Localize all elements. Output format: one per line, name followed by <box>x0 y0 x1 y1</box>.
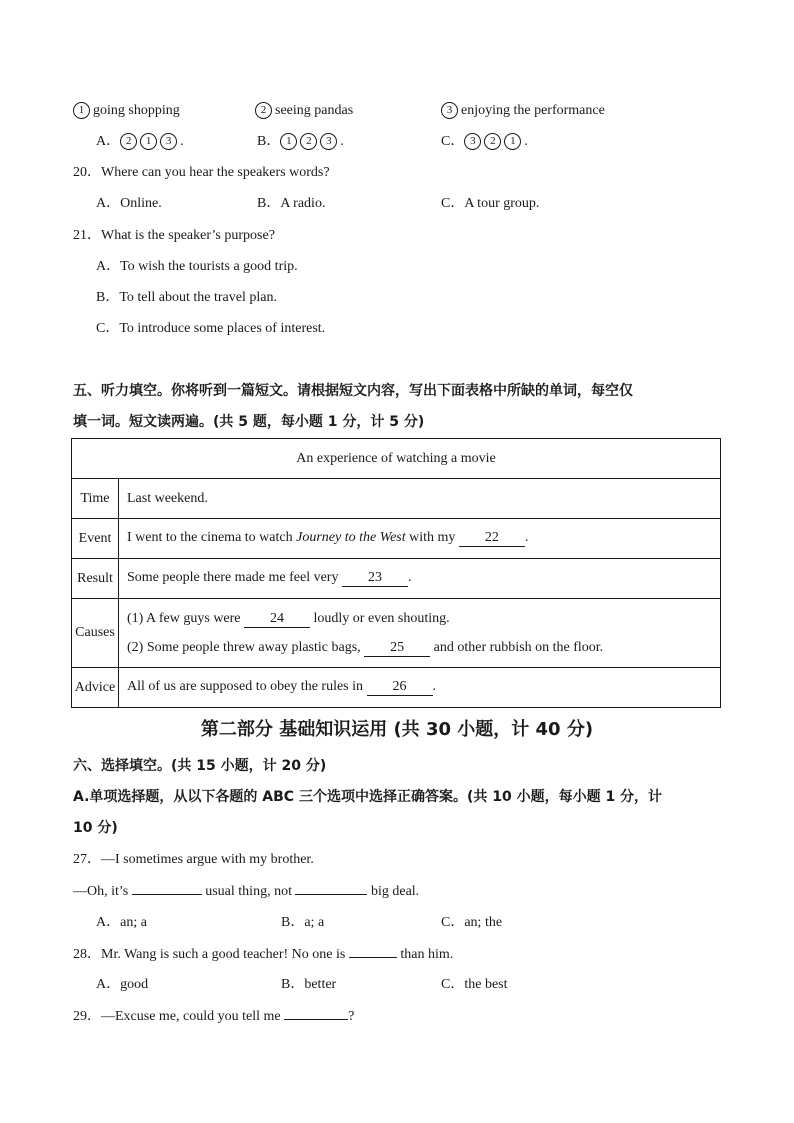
cause-2: (2) Some people threw away plastic bags, 25 and other rubbish on the floor. <box>127 640 604 655</box>
q29-question: 29．—Excuse me, could you tell me ? <box>73 1009 355 1024</box>
sub-a-heading-line1: A.单项选择题，从以下各题的 ABC 三个选项中选择正确答案。(共 10 小题，每小题 1 分，计 <box>73 789 663 805</box>
answer-label: B． <box>257 134 281 149</box>
q19-answer-a <box>96 133 184 151</box>
answer-label: C． <box>441 134 465 149</box>
blank-24: 24 <box>244 611 310 628</box>
row-text-advice: All of us are supposed to obey the rules in 26 . <box>119 668 721 708</box>
circled-number: 1 <box>73 102 90 119</box>
q27-line2: —Oh, it’s usual thing, not big deal. <box>73 884 420 899</box>
row-label-causes: Causes <box>72 599 119 668</box>
q28-option-b: B．better <box>281 977 337 992</box>
q27-option-a: A．an; a <box>96 915 147 930</box>
answer-end: . <box>340 134 344 149</box>
table-row <box>72 559 721 599</box>
answer-blank <box>295 882 367 895</box>
circled-number: 2 <box>484 133 501 150</box>
q21-option-a: A．To wish the tourists a good trip. <box>96 259 298 274</box>
section-6-heading: 六、选择填空。(共 15 小题，计 20 分) <box>73 758 327 774</box>
circled-number: 1 <box>504 133 521 150</box>
q28-question: 28．Mr. Wang is such a good teacher! No one is than him. <box>73 947 454 962</box>
q20-option-c: C．A tour group. <box>441 196 540 211</box>
cause-1: (1) A few guys were 24 loudly or even shouting. <box>127 611 450 626</box>
q21-option-c: C．To introduce some places of interest. <box>96 321 326 336</box>
movie-title: Journey to the West <box>296 530 406 545</box>
row-label-result: Result <box>72 559 119 599</box>
option-text: going shopping <box>93 103 180 118</box>
row-label-event: Event <box>72 519 119 559</box>
blank-22: 22 <box>459 530 525 547</box>
row-text-event: I went to the cinema to watch Journey to the West with my 22 . <box>119 519 721 559</box>
answer-end: . <box>180 134 184 149</box>
blank-26: 26 <box>367 679 433 696</box>
listening-table <box>71 438 721 708</box>
section-5-heading-line2: 填一词。短文读两遍。(共 5 题，每小题 1 分，计 5 分) <box>73 414 425 430</box>
part-2-title: 第二部分 基础知识运用 (共 30 小题，计 40 分) <box>200 719 594 740</box>
circled-number: 1 <box>140 133 157 150</box>
circled-number: 3 <box>464 133 481 150</box>
q27-option-b: B．a; a <box>281 915 325 930</box>
q19-option-2 <box>255 102 353 120</box>
circled-number: 3 <box>160 133 177 150</box>
q19-option-1 <box>73 102 180 120</box>
table-row <box>72 519 721 559</box>
q19-answer-c <box>441 133 528 151</box>
circled-number: 3 <box>441 102 458 119</box>
table-row <box>72 668 721 708</box>
row-text-result: Some people there made me feel very 23 . <box>119 559 721 599</box>
circled-number: 3 <box>320 133 337 150</box>
answer-blank <box>132 882 202 895</box>
q19-option-3 <box>441 102 605 120</box>
row-text-time: Last weekend. <box>119 479 721 519</box>
q21-option-b: B．To tell about the travel plan. <box>96 290 277 305</box>
row-label-time: Time <box>72 479 119 519</box>
q27-line1: 27．—I sometimes argue with my brother. <box>73 852 314 867</box>
q20-option-b: B．A radio. <box>257 196 326 211</box>
blank-25: 25 <box>364 640 430 657</box>
section-5-heading-line1: 五、听力填空。你将听到一篇短文。请根据短文内容，写出下面表格中所缺的单词，每空仅 <box>73 383 633 399</box>
q28-option-a: A．good <box>96 977 149 992</box>
sub-a-heading-line2: 10 分) <box>73 820 118 836</box>
option-text: seeing pandas <box>275 103 354 118</box>
circled-number: 2 <box>300 133 317 150</box>
q28-option-c: C．the best <box>441 977 508 992</box>
answer-blank <box>284 1007 348 1020</box>
q27-option-c: C．an; the <box>441 915 503 930</box>
blank-23: 23 <box>342 570 408 587</box>
circled-number: 2 <box>120 133 137 150</box>
q20-option-a: A．Online. <box>96 196 162 211</box>
table-row <box>72 479 721 519</box>
table-row <box>72 439 721 479</box>
q20-question: 20．Where can you hear the speakers words? <box>73 165 330 180</box>
row-label-advice: Advice <box>72 668 119 708</box>
answer-blank <box>349 945 397 958</box>
table-title: An experience of watching a movie <box>72 439 721 479</box>
q19-answer-b <box>257 133 344 151</box>
answer-end: . <box>524 134 528 149</box>
answer-label: A． <box>96 134 121 149</box>
circled-number: 1 <box>280 133 297 150</box>
row-text-causes <box>119 599 721 668</box>
circled-number: 2 <box>255 102 272 119</box>
table-row <box>72 599 721 668</box>
q21-question: 21．What is the speaker’s purpose? <box>73 228 275 243</box>
option-text: enjoying the performance <box>461 103 605 118</box>
